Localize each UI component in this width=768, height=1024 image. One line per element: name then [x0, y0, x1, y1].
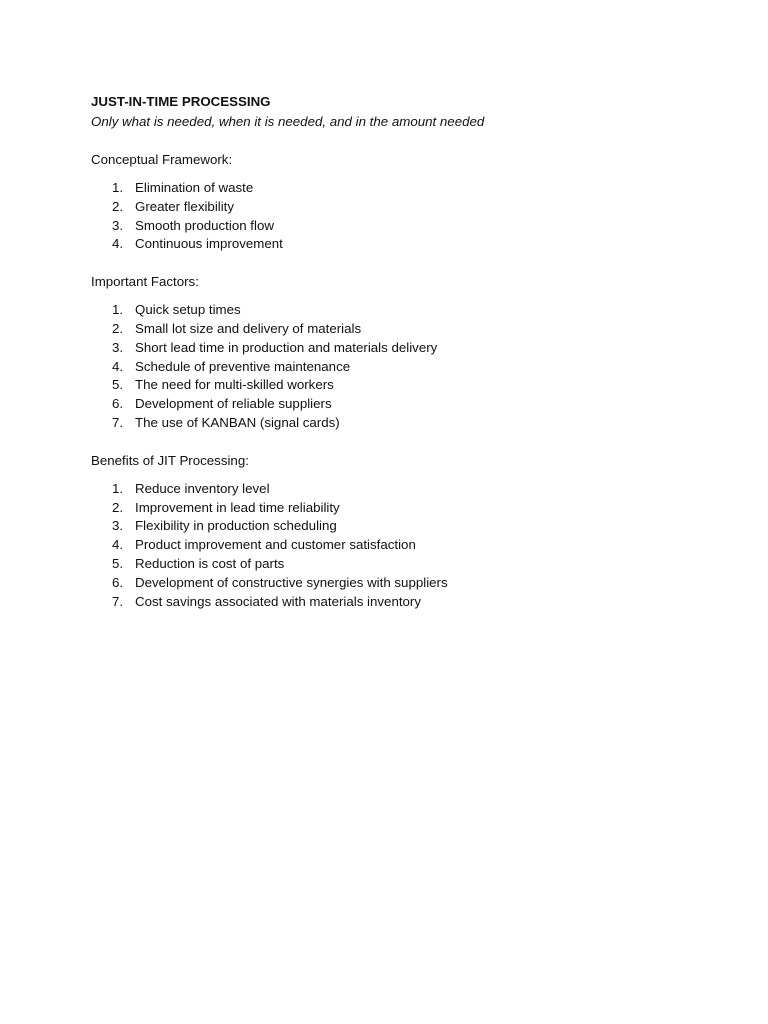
list-item-text: Small lot size and delivery of materials	[135, 320, 362, 336]
list-item-number: 3.	[112, 217, 124, 233]
list-item	[91, 414, 768, 433]
list-item	[91, 179, 768, 198]
list-item	[91, 536, 768, 555]
list-item-number: 2.	[112, 198, 124, 214]
list-item-text: Elimination of waste	[135, 180, 254, 195]
section-heading: Important Factors:	[91, 274, 199, 290]
list-item-text: Greater flexibility	[135, 198, 235, 214]
list-item-number: 6.	[112, 574, 124, 590]
document-title: JUST-IN-TIME PROCESSING	[91, 94, 271, 109]
list-item	[91, 376, 768, 395]
list-item-text: Schedule of preventive maintenance	[135, 358, 351, 374]
list-item-text: Flexibility in production scheduling	[135, 518, 337, 534]
list-item-text: Short lead time in production and materials delivery	[135, 339, 438, 355]
list-item-text: Development of reliable suppliers	[135, 396, 332, 412]
section-heading: Conceptual Framework:	[91, 152, 233, 167]
list-item	[91, 499, 768, 518]
list-item-number: 6.	[112, 396, 124, 412]
list-item-text: The use of KANBAN (signal cards)	[135, 414, 340, 430]
list-item	[91, 480, 768, 499]
list-item	[91, 593, 768, 612]
list-item-text: Smooth production flow	[135, 217, 274, 233]
list-item-number: 1.	[112, 180, 124, 195]
list-item-text: Development of constructive synergies with suppliers	[135, 574, 448, 590]
list-item-number: 7.	[112, 414, 124, 430]
list-item-text: Product improvement and customer satisfaction	[135, 537, 416, 553]
list-item-text: Cost savings associated with materials inventory	[135, 593, 422, 609]
list-item-text: Reduction is cost of parts	[135, 555, 285, 571]
numbered-list	[91, 301, 768, 433]
list-item-number: 1.	[112, 302, 124, 318]
section-heading: Benefits of JIT Processing:	[91, 452, 249, 468]
list-item-text: Reduce inventory level	[135, 480, 270, 496]
numbered-list	[91, 179, 768, 254]
list-item	[91, 301, 768, 320]
list-item-number: 4.	[112, 236, 124, 252]
list-item-number: 2.	[112, 499, 124, 515]
list-item	[91, 517, 768, 536]
list-item-text: The need for multi-skilled workers	[135, 377, 334, 393]
list-item-text: Improvement in lead time reliability	[135, 499, 340, 515]
list-item-number: 4.	[112, 537, 124, 553]
list-item	[91, 358, 768, 377]
list-item-number: 3.	[112, 518, 124, 534]
list-item	[91, 395, 768, 414]
section-conceptual-framework	[91, 151, 768, 254]
document-subtitle: Only what is needed, when it is needed, and in the amount needed	[91, 114, 485, 129]
list-item	[91, 198, 768, 217]
list-item-number: 3.	[112, 339, 124, 355]
list-item-number: 4.	[112, 358, 124, 374]
list-item	[91, 320, 768, 339]
list-item	[91, 217, 768, 236]
list-item	[91, 235, 768, 254]
list-item-number: 2.	[112, 320, 124, 336]
list-item	[91, 339, 768, 358]
list-item	[91, 574, 768, 593]
list-item-number: 7.	[112, 593, 124, 609]
section-benefits	[91, 452, 768, 612]
list-item-text: Quick setup times	[135, 302, 241, 318]
list-item-number: 5.	[112, 377, 124, 393]
list-item	[91, 555, 768, 574]
list-item-number: 5.	[112, 555, 124, 571]
section-important-factors	[91, 273, 768, 433]
list-item-number: 1.	[112, 480, 124, 496]
list-item-text: Continuous improvement	[135, 236, 283, 252]
numbered-list	[91, 480, 768, 612]
